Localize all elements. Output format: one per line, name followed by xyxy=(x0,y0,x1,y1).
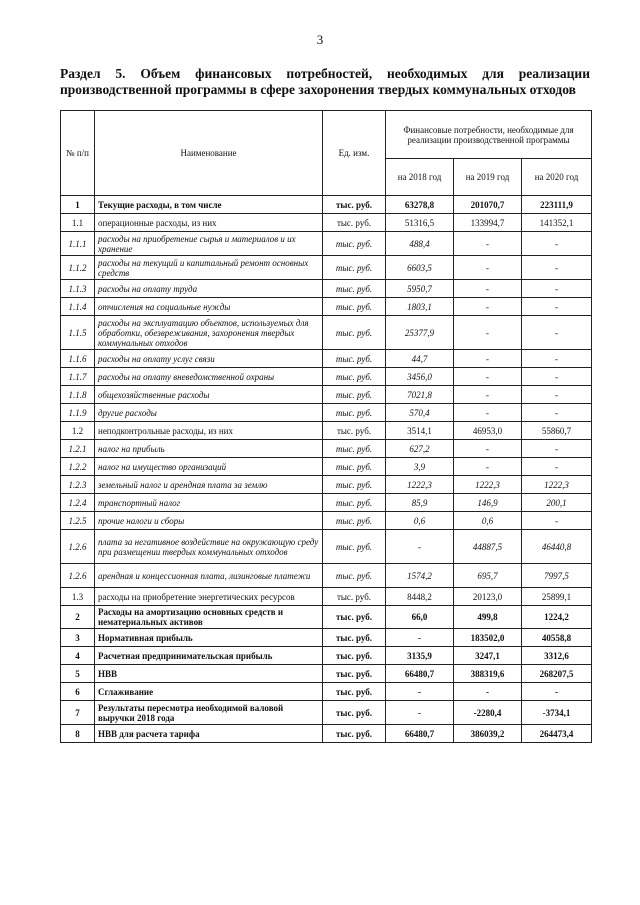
row-value-2019: 146,9 xyxy=(454,494,522,512)
row-number: 1.1.4 xyxy=(61,298,95,316)
table-row xyxy=(61,440,592,458)
row-unit: тыс. руб. xyxy=(323,214,386,232)
table-row xyxy=(61,196,592,214)
row-number: 1.1.8 xyxy=(61,386,95,404)
row-name: расходы на оплату труда xyxy=(95,280,323,298)
page-number: 3 xyxy=(316,32,324,47)
row-name: расходы на оплату услуг связи xyxy=(95,350,323,368)
row-unit: тыс. руб. xyxy=(323,316,386,350)
row-name: плата за негативное воздействие на окружающую среду при размещении твердых коммунальных отходов xyxy=(95,530,323,564)
row-value-2018: 3135,9 xyxy=(386,647,454,665)
row-value-2018: 66,0 xyxy=(386,606,454,629)
table-row xyxy=(61,629,592,647)
row-unit: тыс. руб. xyxy=(323,647,386,665)
row-value-2019: - xyxy=(454,458,522,476)
row-number: 1.1.3 xyxy=(61,280,95,298)
row-value-2020: 55860,7 xyxy=(522,422,592,440)
row-value-2018: 1574,2 xyxy=(386,564,454,588)
row-value-2020: - xyxy=(522,298,592,316)
row-value-2019: - xyxy=(454,298,522,316)
row-number: 1.1 xyxy=(61,214,95,232)
row-name: операционные расходы, из них xyxy=(95,214,323,232)
row-value-2020: - xyxy=(522,368,592,386)
row-number: 1.1.2 xyxy=(61,256,95,280)
row-number: 1.2.2 xyxy=(61,458,95,476)
row-number: 1.2 xyxy=(61,422,95,440)
row-value-2019: 3247,1 xyxy=(454,647,522,665)
row-number: 8 xyxy=(61,725,95,743)
row-value-2019: 0,6 xyxy=(454,512,522,530)
row-name: расходы на приобретение энергетических ресурсов xyxy=(95,588,323,606)
row-name: НВВ для расчета тарифа xyxy=(95,725,323,743)
row-value-2019: 201070,7 xyxy=(454,196,522,214)
row-name: арендная и концессионная плата, лизинговые платежи xyxy=(95,564,323,588)
row-value-2019: 44887,5 xyxy=(454,530,522,564)
row-name: прочие налоги и сборы xyxy=(95,512,323,530)
table-row xyxy=(61,701,592,725)
table-row xyxy=(61,494,592,512)
row-value-2018: 66480,7 xyxy=(386,665,454,683)
row-value-2020: - xyxy=(522,316,592,350)
row-value-2020: 200,1 xyxy=(522,494,592,512)
row-value-2018: 0,6 xyxy=(386,512,454,530)
row-value-2019: - xyxy=(454,232,522,256)
section-title: Раздел 5. Объем финансовых потребностей, необходимых для реализации производственной программы в сфере захоронения твердых коммунальных отходов xyxy=(60,66,590,97)
table-row xyxy=(61,256,592,280)
row-unit: тыс. руб. xyxy=(323,232,386,256)
row-value-2018: 1803,1 xyxy=(386,298,454,316)
row-value-2019: 386039,2 xyxy=(454,725,522,743)
row-value-2019: 133994,7 xyxy=(454,214,522,232)
row-name: налог на прибыль xyxy=(95,440,323,458)
row-value-2020: - xyxy=(522,404,592,422)
row-value-2020: 1224,2 xyxy=(522,606,592,629)
row-unit: тыс. руб. xyxy=(323,494,386,512)
row-number: 3 xyxy=(61,629,95,647)
table-row xyxy=(61,564,592,588)
row-value-2018: 488,4 xyxy=(386,232,454,256)
row-number: 1 xyxy=(61,196,95,214)
table-row xyxy=(61,214,592,232)
table-row xyxy=(61,512,592,530)
row-value-2020: - xyxy=(522,280,592,298)
row-value-2018: 51316,5 xyxy=(386,214,454,232)
row-value-2020: 40558,8 xyxy=(522,629,592,647)
row-value-2020: 3312,6 xyxy=(522,647,592,665)
row-value-2020: - xyxy=(522,683,592,701)
row-name: расходы на приобретение сырья и материалов и их хранение xyxy=(95,232,323,256)
row-name: транспортный налог xyxy=(95,494,323,512)
row-value-2020: - xyxy=(522,232,592,256)
row-name: расходы на эксплуатацию объектов, используемых для обработки, обезвреживания, захоронения твердых коммунальных отходов xyxy=(95,316,323,350)
table-row xyxy=(61,647,592,665)
row-value-2020: 46440,8 xyxy=(522,530,592,564)
header-name: Наименование xyxy=(95,111,323,196)
row-value-2019: - xyxy=(454,316,522,350)
table-row xyxy=(61,725,592,743)
row-number: 1.1.5 xyxy=(61,316,95,350)
row-value-2020: 1222,3 xyxy=(522,476,592,494)
row-name: расходы на текущий и капитальный ремонт основных средств xyxy=(95,256,323,280)
row-name: НВВ xyxy=(95,665,323,683)
row-unit: тыс. руб. xyxy=(323,440,386,458)
table-row xyxy=(61,458,592,476)
row-value-2019: - xyxy=(454,404,522,422)
row-value-2020: - xyxy=(522,350,592,368)
row-number: 1.1.6 xyxy=(61,350,95,368)
row-value-2019: 388319,6 xyxy=(454,665,522,683)
header-year-2020: на 2020 год xyxy=(522,159,592,196)
table-row xyxy=(61,232,592,256)
row-value-2018: 3456,0 xyxy=(386,368,454,386)
row-unit: тыс. руб. xyxy=(323,386,386,404)
table-row xyxy=(61,530,592,564)
row-value-2019: -2280,4 xyxy=(454,701,522,725)
table-row xyxy=(61,298,592,316)
row-value-2019: 499,8 xyxy=(454,606,522,629)
header-num: № п/п xyxy=(61,111,95,196)
row-value-2018: 3,9 xyxy=(386,458,454,476)
row-name: отчисления на социальные нужды xyxy=(95,298,323,316)
row-value-2019: 1222,3 xyxy=(454,476,522,494)
row-unit: тыс. руб. xyxy=(323,368,386,386)
row-value-2018: - xyxy=(386,530,454,564)
row-value-2019: - xyxy=(454,683,522,701)
row-value-2020: 141352,1 xyxy=(522,214,592,232)
table-row xyxy=(61,386,592,404)
table-row xyxy=(61,683,592,701)
row-number: 1.2.5 xyxy=(61,512,95,530)
row-value-2020: 264473,4 xyxy=(522,725,592,743)
header-group: Финансовые потребности, необходимые для реализации производственной программы xyxy=(386,111,592,159)
row-value-2019: 183502,0 xyxy=(454,629,522,647)
row-value-2020: - xyxy=(522,458,592,476)
row-value-2019: 20123,0 xyxy=(454,588,522,606)
row-number: 1.2.4 xyxy=(61,494,95,512)
row-value-2019: - xyxy=(454,386,522,404)
row-value-2020: 7997,5 xyxy=(522,564,592,588)
row-number: 1.2.3 xyxy=(61,476,95,494)
row-number: 1.2.1 xyxy=(61,440,95,458)
row-value-2018: 5950,7 xyxy=(386,280,454,298)
row-unit: тыс. руб. xyxy=(323,512,386,530)
table-row xyxy=(61,368,592,386)
row-name: налог на имущество организаций xyxy=(95,458,323,476)
row-value-2018: 66480,7 xyxy=(386,725,454,743)
row-unit: тыс. руб. xyxy=(323,683,386,701)
row-name: Нормативная прибыль xyxy=(95,629,323,647)
row-unit: тыс. руб. xyxy=(323,256,386,280)
row-value-2018: 63278,8 xyxy=(386,196,454,214)
row-value-2020: - xyxy=(522,440,592,458)
row-value-2018: - xyxy=(386,701,454,725)
financial-needs-table xyxy=(60,110,592,743)
row-value-2019: 695,7 xyxy=(454,564,522,588)
table-row xyxy=(61,665,592,683)
row-number: 1.1.9 xyxy=(61,404,95,422)
row-number: 1.1.1 xyxy=(61,232,95,256)
row-value-2019: - xyxy=(454,368,522,386)
row-value-2020: - xyxy=(522,512,592,530)
row-number: 1.3 xyxy=(61,588,95,606)
row-number: 4 xyxy=(61,647,95,665)
row-value-2018: - xyxy=(386,683,454,701)
row-number: 2 xyxy=(61,606,95,629)
row-value-2018: 570,4 xyxy=(386,404,454,422)
row-unit: тыс. руб. xyxy=(323,458,386,476)
row-unit: тыс. руб. xyxy=(323,476,386,494)
row-number: 1.1.7 xyxy=(61,368,95,386)
row-number: 1.2.6 xyxy=(61,564,95,588)
table-row xyxy=(61,316,592,350)
row-value-2019: - xyxy=(454,440,522,458)
table-row xyxy=(61,404,592,422)
row-value-2019: - xyxy=(454,256,522,280)
row-name: неподконтрольные расходы, из них xyxy=(95,422,323,440)
row-value-2018: - xyxy=(386,629,454,647)
row-value-2020: - xyxy=(522,256,592,280)
row-value-2018: 7021,8 xyxy=(386,386,454,404)
row-value-2020: 268207,5 xyxy=(522,665,592,683)
row-name: Сглаживание xyxy=(95,683,323,701)
row-value-2018: 44,7 xyxy=(386,350,454,368)
row-unit: тыс. руб. xyxy=(323,564,386,588)
row-unit: тыс. руб. xyxy=(323,298,386,316)
header-unit: Ед. изм. xyxy=(323,111,386,196)
row-value-2018: 85,9 xyxy=(386,494,454,512)
row-value-2019: 46953,0 xyxy=(454,422,522,440)
row-value-2020: -3734,1 xyxy=(522,701,592,725)
row-unit: тыс. руб. xyxy=(323,280,386,298)
row-unit: тыс. руб. xyxy=(323,422,386,440)
row-value-2018: 6603,5 xyxy=(386,256,454,280)
row-name: Расчетная предпринимательская прибыль xyxy=(95,647,323,665)
row-name: другие расходы xyxy=(95,404,323,422)
table-body xyxy=(61,196,592,743)
row-name: Текущие расходы, в том числе xyxy=(95,196,323,214)
row-unit: тыс. руб. xyxy=(323,404,386,422)
table-row xyxy=(61,476,592,494)
row-number: 6 xyxy=(61,683,95,701)
row-value-2018: 25377,9 xyxy=(386,316,454,350)
row-unit: тыс. руб. xyxy=(323,530,386,564)
row-value-2018: 1222,3 xyxy=(386,476,454,494)
row-value-2020: 223111,9 xyxy=(522,196,592,214)
row-unit: тыс. руб. xyxy=(323,196,386,214)
row-value-2020: 25899,1 xyxy=(522,588,592,606)
table-row xyxy=(61,588,592,606)
row-value-2018: 3514,1 xyxy=(386,422,454,440)
row-number: 7 xyxy=(61,701,95,725)
row-value-2019: - xyxy=(454,350,522,368)
row-unit: тыс. руб. xyxy=(323,606,386,629)
row-number: 1.2.6 xyxy=(61,530,95,564)
row-name: Расходы на амортизацию основных средств и нематериальных активов xyxy=(95,606,323,629)
row-name: расходы на оплату вневедомственной охраны xyxy=(95,368,323,386)
row-value-2019: - xyxy=(454,280,522,298)
row-value-2018: 8448,2 xyxy=(386,588,454,606)
table-row xyxy=(61,606,592,629)
row-unit: тыс. руб. xyxy=(323,701,386,725)
row-name: общехозяйственные расходы xyxy=(95,386,323,404)
row-unit: тыс. руб. xyxy=(323,588,386,606)
header-year-2018: на 2018 год xyxy=(386,159,454,196)
row-value-2018: 627,2 xyxy=(386,440,454,458)
row-value-2020: - xyxy=(522,386,592,404)
table-row xyxy=(61,422,592,440)
row-unit: тыс. руб. xyxy=(323,629,386,647)
row-unit: тыс. руб. xyxy=(323,665,386,683)
row-name: Результаты пересмотра необходимой валовой выручки 2018 года xyxy=(95,701,323,725)
row-number: 5 xyxy=(61,665,95,683)
header-year-2019: на 2019 год xyxy=(454,159,522,196)
table-row xyxy=(61,280,592,298)
row-unit: тыс. руб. xyxy=(323,725,386,743)
row-unit: тыс. руб. xyxy=(323,350,386,368)
table-row xyxy=(61,350,592,368)
row-name: земельный налог и арендная плата за землю xyxy=(95,476,323,494)
